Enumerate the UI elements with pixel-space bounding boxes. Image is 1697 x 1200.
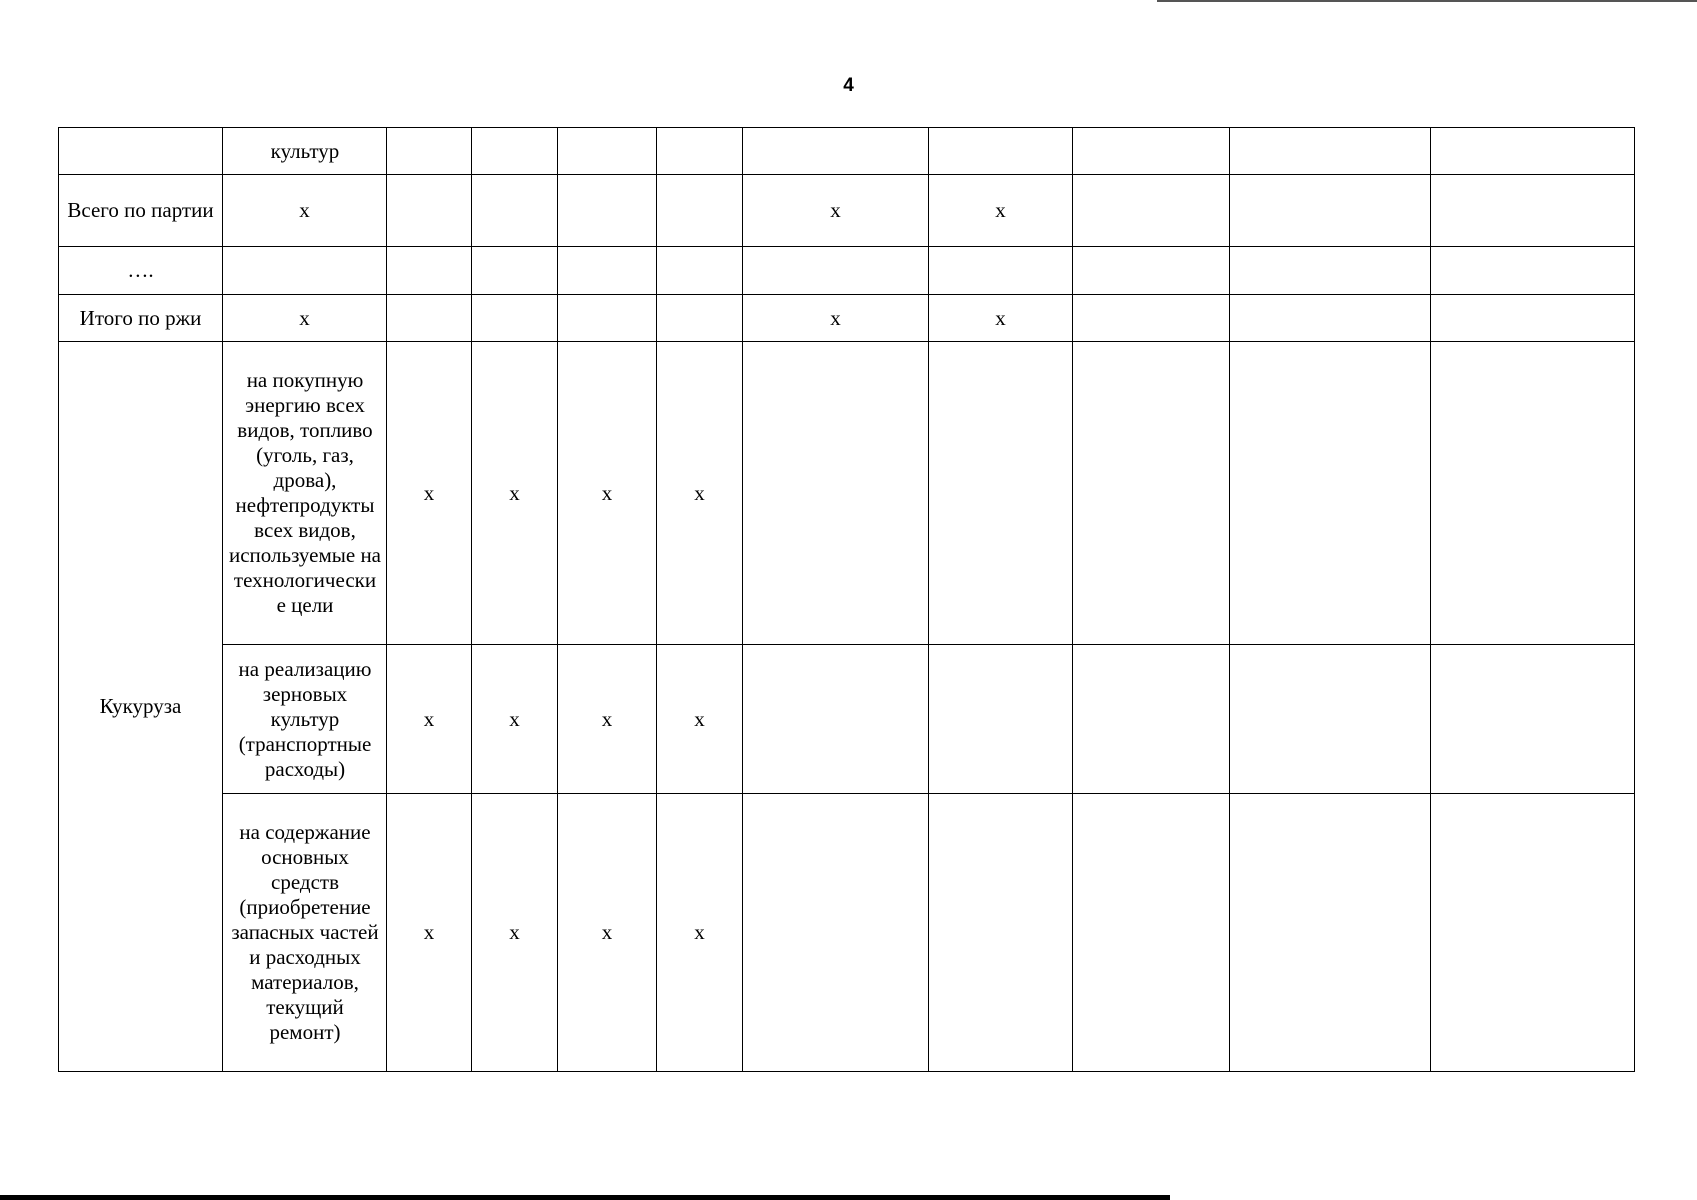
table-cell xyxy=(1431,295,1635,342)
table-cell xyxy=(1431,175,1635,247)
scan-edge-bottom xyxy=(0,1195,1170,1200)
table-cell xyxy=(558,295,657,342)
table-cell xyxy=(743,645,929,794)
table-cell xyxy=(1073,295,1230,342)
page-number: 4 xyxy=(843,75,854,96)
table-cell xyxy=(743,794,929,1072)
table-cell xyxy=(1431,794,1635,1072)
table-cell: x xyxy=(929,295,1073,342)
table-cell xyxy=(1431,247,1635,295)
table-cell xyxy=(657,247,743,295)
table-cell: x xyxy=(743,295,929,342)
group-cell xyxy=(59,128,223,175)
label-cell xyxy=(223,247,387,295)
table-cell: x xyxy=(387,342,472,645)
table-cell xyxy=(387,128,472,175)
table-cell xyxy=(929,128,1073,175)
table-cell xyxy=(1073,128,1230,175)
table-cell xyxy=(558,247,657,295)
table-cell: x xyxy=(472,794,558,1072)
table-cell xyxy=(472,247,558,295)
table-row xyxy=(59,175,1635,247)
label-cell: x xyxy=(223,295,387,342)
table-cell xyxy=(657,128,743,175)
table-cell: x xyxy=(657,794,743,1072)
table-cell xyxy=(558,175,657,247)
table-row xyxy=(59,128,1635,175)
table-cell xyxy=(743,247,929,295)
table-cell xyxy=(387,247,472,295)
table-cell: x xyxy=(657,342,743,645)
table-cell xyxy=(558,128,657,175)
table-row xyxy=(59,645,1635,794)
table-cell xyxy=(472,295,558,342)
group-cell: …. xyxy=(59,247,223,295)
table-cell xyxy=(657,295,743,342)
table-cell xyxy=(1230,295,1431,342)
table-cell xyxy=(1073,794,1230,1072)
table-cell xyxy=(929,247,1073,295)
table-cell xyxy=(1230,247,1431,295)
table-cell xyxy=(1073,645,1230,794)
group-cell: Итого по ржи xyxy=(59,295,223,342)
table-cell xyxy=(1230,175,1431,247)
table-cell: x xyxy=(472,645,558,794)
table-row xyxy=(59,247,1635,295)
table-cell xyxy=(1073,175,1230,247)
table-cell xyxy=(743,342,929,645)
table-cell xyxy=(1431,342,1635,645)
table-cell xyxy=(1431,645,1635,794)
group-cell-corn: Кукуруза xyxy=(59,342,223,1072)
subsidy-table xyxy=(58,127,1635,1072)
table-cell xyxy=(387,175,472,247)
table-cell: x xyxy=(387,794,472,1072)
table-row xyxy=(59,794,1635,1072)
table-cell: x xyxy=(558,645,657,794)
table-cell xyxy=(472,128,558,175)
table-row xyxy=(59,342,1635,645)
table-cell xyxy=(1230,128,1431,175)
table-cell xyxy=(743,128,929,175)
label-cell: на реализацию зерновых культур (транспортные расходы) xyxy=(223,645,387,794)
table-row xyxy=(59,295,1635,342)
table-cell xyxy=(929,794,1073,1072)
label-cell: x xyxy=(223,175,387,247)
table-cell: x xyxy=(387,645,472,794)
table-cell xyxy=(387,295,472,342)
table-cell: x xyxy=(743,175,929,247)
table-cell: x xyxy=(472,342,558,645)
table-cell xyxy=(1230,794,1431,1072)
label-cell: культур xyxy=(223,128,387,175)
table-cell: x xyxy=(558,342,657,645)
table-cell xyxy=(1230,342,1431,645)
table-cell xyxy=(1431,128,1635,175)
table-cell xyxy=(1073,342,1230,645)
table-cell: x xyxy=(929,175,1073,247)
group-cell: Всего по партии xyxy=(59,175,223,247)
label-cell: на содержание основных средств (приобретение запасных частей и расходных материалов, текущий ремонт) xyxy=(223,794,387,1072)
table-cell xyxy=(472,175,558,247)
table-cell xyxy=(1230,645,1431,794)
table-cell xyxy=(929,342,1073,645)
table-cell: x xyxy=(657,645,743,794)
table-cell xyxy=(929,645,1073,794)
table-cell xyxy=(657,175,743,247)
scan-edge-top xyxy=(1157,0,1697,2)
table-cell xyxy=(1073,247,1230,295)
label-cell: на покупную энергию всех видов, топливо (уголь, газ, дрова), нефтепродукты всех видов, используемые на технологически е цели xyxy=(223,342,387,645)
table-cell: x xyxy=(558,794,657,1072)
